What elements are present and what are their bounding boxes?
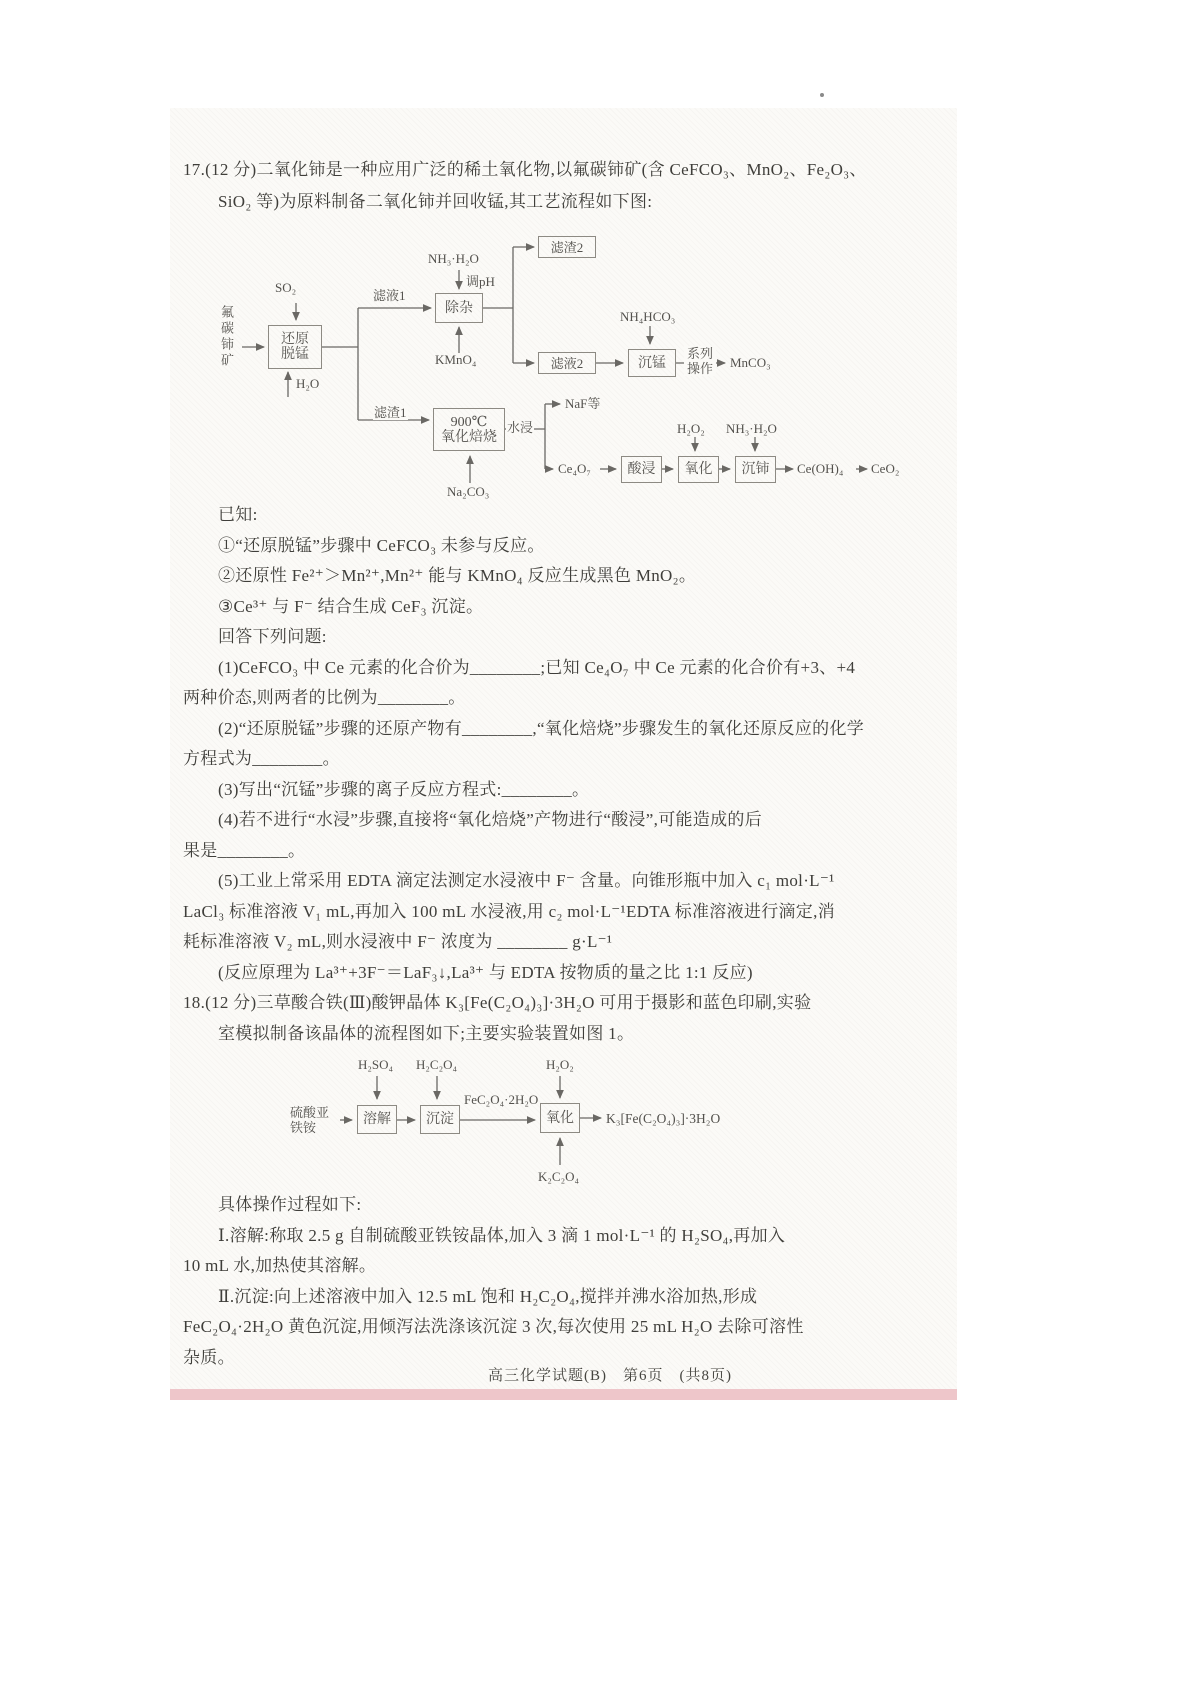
flow1-filtrate2-box: 滤液2 (538, 352, 596, 374)
flow1-nh4hco3-label: NH₄HCO₃ (620, 309, 676, 324)
question-17-intro (170, 154, 957, 218)
q1-line1: (1)CeFCO₃ 中 Ce 元素的化合价为________;已知 Ce₄O₇ 中 Ce 元素的化合价有+3、+4 (218, 657, 856, 677)
flow1-filtrate1-label: 滤液1 (373, 288, 406, 303)
known-item-3: ③Ce³⁺ 与 F⁻ 结合生成 CeF₃ 沉淀。 (218, 596, 484, 616)
answer-prompt: 回答下列问题: (218, 627, 327, 646)
q5-line1: (5)工业上常采用 EDTA 滴定法测定水浸液中 F⁻ 含量。向锥形瓶中加入 c₁ mol·L⁻¹ (218, 871, 835, 890)
flow1-acid-leach-box: 酸浸 (621, 456, 662, 483)
process-flowchart-1 (170, 225, 957, 505)
q2-line1: (2)“还原脱锰”步骤的还原产物有________,“氧化焙烧”步骤发生的氧化还原反应的化学 (218, 718, 865, 738)
flow1-so2-label: SO₂ (275, 280, 297, 295)
flow1-ceo2-label: CeO₂ (871, 461, 900, 476)
flow1-na2co3-label: Na₂CO₃ (447, 484, 490, 499)
exam-page (170, 108, 957, 1400)
flow1-residue2-box: 滤渣2 (538, 236, 596, 258)
flow1-kmno4-label: KMnO₄ (435, 352, 477, 367)
known-item-1: ①“还原脱锰”步骤中 CeFCO₃ 未参与反应。 (218, 535, 545, 555)
step1-line1: Ⅰ.溶解:称取 2.5 g 自制硫酸亚铁铵晶体,加入 3 滴 1 mol·L⁻¹ 的 H₂SO₄,再加入 (218, 1225, 786, 1245)
flow1-residue1-label: 滤渣1 (374, 405, 407, 420)
step2-line1: Ⅱ.沉淀:向上述溶液中加入 12.5 mL 饱和 H₂C₂O₄,搅拌并沸水浴加热,形成 (218, 1286, 758, 1306)
flow2-dissolve-box: 溶解 (357, 1105, 397, 1134)
q3-line1: (3)写出“沉锰”步骤的离子反应方程式:________。 (218, 779, 590, 799)
flow1-precipitate-ce-box: 沉铈 (735, 456, 776, 483)
scan-speck (820, 93, 824, 97)
flow1-series-operations-label: 系列操作 (684, 346, 716, 376)
flow1-oxidize-box: 氧化 (678, 456, 719, 483)
flow1-remove-impurity-box: 除杂 (435, 293, 483, 323)
q5-note: (反应原理为 La³⁺+3F⁻＝LaF₃↓,La³⁺ 与 EDTA 按物质的量之比 1:1 反应) (218, 962, 753, 982)
q4-line1: (4)若不进行“水浸”步骤,直接将“氧化焙烧”产物进行“酸浸”,可能造成的后 (218, 810, 762, 829)
flow1-h2o2-label: H₂O₂ (677, 421, 705, 436)
flow1-mnco3-label: MnCO₃ (730, 355, 771, 370)
q5-line2: LaCl₃ 标准溶液 V₁ mL,再加入 100 mL 水浸液,用 c₂ mol·L⁻¹EDTA 标准溶液进行滴定,消 (183, 901, 835, 921)
q1-line2: 两种价态,则两者的比例为________。 (183, 688, 466, 707)
flow2-h2so4-label: H₂SO₄ (358, 1057, 394, 1072)
process-flowchart-2 (170, 1050, 957, 1190)
flow2-k2c2o4-label: K₂C₂O₄ (538, 1169, 580, 1184)
flow1-feedstock-label: 氟碳铈矿 (219, 305, 234, 369)
flow2-oxidize-box: 氧化 (540, 1103, 580, 1133)
flow2-iron-oxalate-label: FeC₂O₄·2H₂O (464, 1092, 539, 1107)
flow1-ammonia2-label: NH₃·H₂O (726, 421, 777, 436)
flow2-feedstock-label: 硫酸亚铁铵 (290, 1105, 330, 1135)
step2-line3: 杂质。 (183, 1347, 235, 1367)
step1-line2: 10 mL 水,加热使其溶解。 (183, 1256, 377, 1275)
flow1-oxidizing-roast-box: 900℃ 氧化焙烧 (433, 408, 505, 451)
flow2-precipitate-box: 沉淀 (420, 1105, 460, 1134)
procedure-text (170, 1190, 957, 1373)
q18-line2: 室模拟制备该晶体的流程图如下;主要实验装置如图 1。 (218, 1023, 635, 1043)
flow1-ammonia-label: NH₃·H₂O (428, 251, 479, 266)
flow1-ce4o7-label: Ce₄O₇ (558, 461, 591, 476)
flow2-h2c2o4-label: H₂C₂O₄ (416, 1057, 458, 1072)
question-17-body (170, 500, 957, 1049)
q4-line2: 果是________。 (183, 840, 306, 860)
q5-line3: 耗标准溶液 V₂ mL,则水浸液中 F⁻ 浓度为 ________ g·L⁻¹ (183, 932, 613, 951)
q2-line2: 方程式为________。 (183, 749, 340, 768)
q18-line1: 18.(12 分)三草酸合铁(Ⅲ)酸钾晶体 K₃[Fe(C₂O₄)₃]·3H₂O 可用于摄影和蓝色印刷,实验 (183, 993, 812, 1012)
flow1-adjust-ph-label: 调pH (466, 274, 495, 289)
known-title: 已知: (218, 505, 258, 524)
flow2-h2o2-label: H₂O₂ (546, 1057, 574, 1072)
question-17-line2: SiO₂ 等)为原料制备二氧化铈并回收锰,其工艺流程如下图: (218, 192, 653, 211)
page-footer: 高三化学试题(B) 第6页 (共8页) (488, 1368, 732, 1384)
procedure-title: 具体操作过程如下: (218, 1195, 362, 1214)
scan-pink-strip (170, 1389, 957, 1400)
flow1-precipitate-mn-box: 沉锰 (628, 349, 676, 377)
flow1-water-leach-label: 水浸 (507, 420, 534, 435)
flow1-reduce-demanganese-box: 还原脱锰 (268, 325, 322, 369)
flow1-ceoh4-label: Ce(OH)₄ (797, 461, 844, 476)
flow2-product-label: K₃[Fe(C₂O₄)₃]·3H₂O (606, 1111, 721, 1126)
known-item-2: ②还原性 Fe²⁺＞Mn²⁺,Mn²⁺ 能与 KMnO₄ 反应生成黑色 MnO₂。 (218, 566, 697, 585)
flow1-naf-label: NaF等 (565, 396, 601, 411)
step2-line2: FeC₂O₄·2H₂O 黄色沉淀,用倾泻法洗涤该沉淀 3 次,每次使用 25 mL H₂O 去除可溶性 (183, 1317, 804, 1336)
flow1-h2o-label: H₂O (296, 376, 320, 391)
question-17-line1: 17.(12 分)二氧化铈是一种应用广泛的稀土氧化物,以氟碳铈矿(含 CeFCO₃、MnO₂、Fe₂O₃、 (183, 160, 867, 179)
